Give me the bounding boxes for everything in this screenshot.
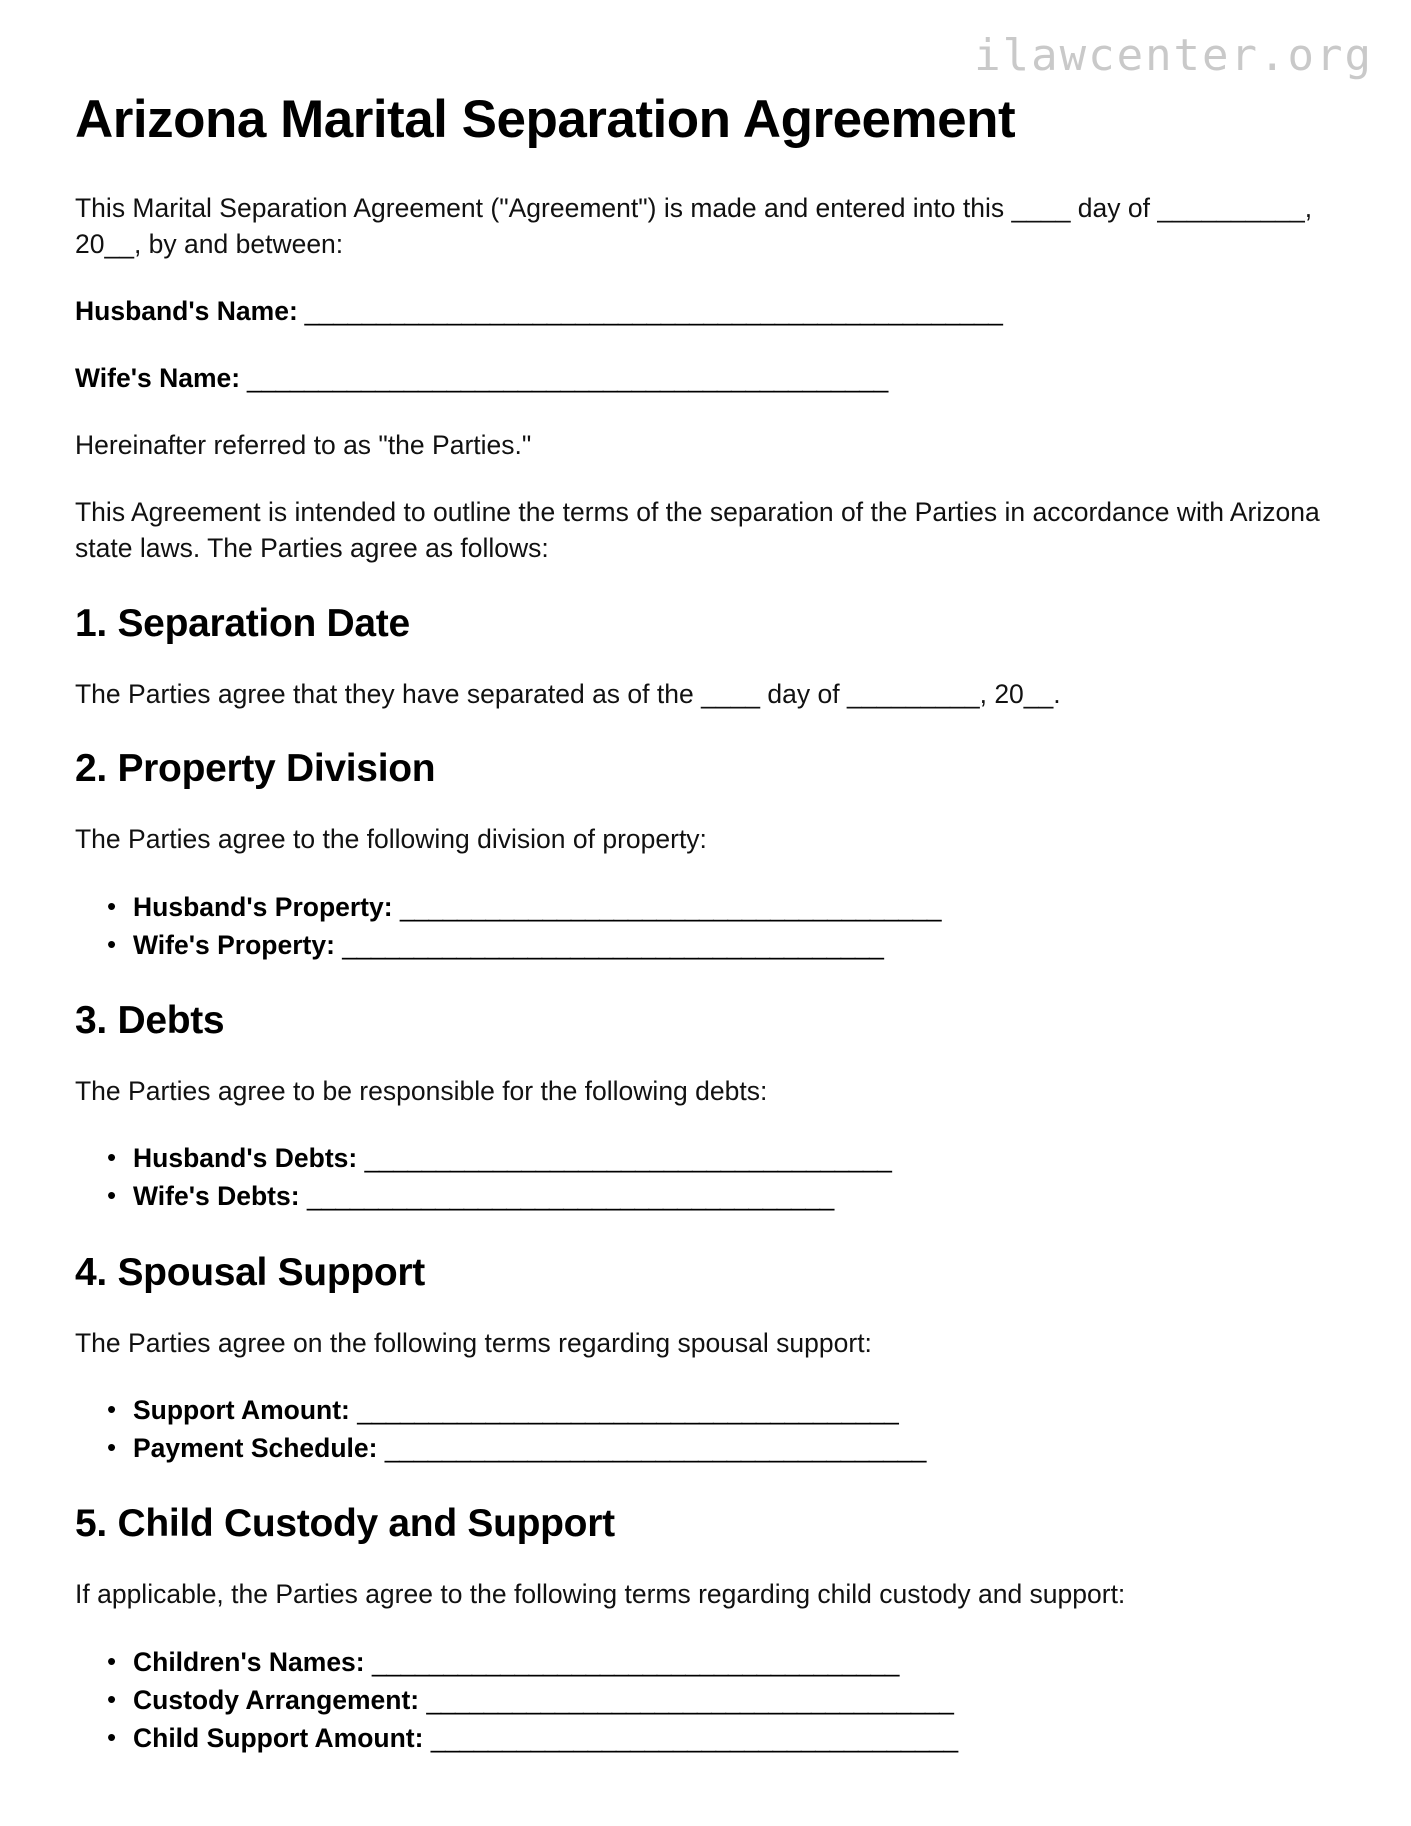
spacer — [75, 791, 1341, 821]
list-item — [133, 1391, 1341, 1429]
intro-paragraph: This Marital Separation Agreement ("Agreement") is made and entered into this ____ day of __________, 20__, by and between: — [75, 192, 1313, 260]
spacer — [75, 1216, 1341, 1252]
husband-name-label: Husband's Name: — [75, 295, 298, 326]
spacer — [75, 1546, 1341, 1576]
wife-name-blank[interactable]: _____________________________________________ — [246, 362, 888, 393]
page-title: Arizona Marital Separation Agreement — [75, 90, 1016, 149]
section-body: The Parties agree to the following division of property: — [75, 823, 707, 854]
spacer — [75, 397, 1341, 427]
field-blank[interactable]: _____________________________________ — [426, 1685, 954, 1715]
field-label: Support Amount: — [133, 1395, 350, 1426]
section-body: The Parties agree that they have separated as of the ____ day of _________, 20__. — [75, 678, 1061, 709]
field-blank[interactable]: _____________________________________ — [306, 1181, 834, 1212]
spacer — [75, 1467, 1341, 1503]
list-item — [133, 1681, 1341, 1719]
spacer — [75, 1361, 1341, 1391]
field-blank[interactable]: _____________________________________ — [372, 1646, 899, 1677]
section-body: The Parties agree on the following terms regarding spousal support: — [75, 1327, 872, 1358]
sections-container — [75, 567, 1341, 1758]
purpose-paragraph: This Agreement is intended to outline the terms of the separation of the Parties in accordance with Arizona state laws. The Parties agree as follows: — [75, 496, 1320, 564]
field-list — [75, 1643, 1341, 1757]
field-blank[interactable]: ______________________________________ — [384, 1433, 926, 1464]
field-blank[interactable]: ______________________________________ — [342, 929, 884, 960]
field-label: Husband's Debts: — [133, 1143, 358, 1174]
spacer — [75, 1043, 1341, 1073]
spacer — [75, 464, 1341, 494]
section-heading: 3. Debts — [75, 998, 225, 1042]
field-blank[interactable]: ______________________________________ — [399, 891, 941, 922]
spacer — [75, 646, 1341, 676]
spacer — [75, 148, 1341, 190]
section-heading: 1. Separation Date — [75, 601, 410, 645]
list-item — [133, 1643, 1341, 1681]
spacer — [75, 1295, 1341, 1325]
list-item — [133, 888, 1341, 926]
list-item — [133, 1177, 1341, 1215]
field-label: Wife's Debts: — [133, 1181, 300, 1212]
field-list — [75, 888, 1341, 964]
section-heading: 5. Child Custody and Support — [75, 1502, 615, 1546]
section-heading: 2. Property Division — [75, 747, 436, 791]
field-blank[interactable]: _____________________________________ — [430, 1723, 958, 1754]
section-body: If applicable, the Parties agree to the following terms regarding child custody and support: — [75, 1579, 1126, 1610]
husband-name-field — [75, 293, 1341, 330]
spacer — [75, 567, 1341, 603]
spacer — [75, 964, 1341, 1000]
wife-name-field — [75, 360, 1341, 397]
spacer — [75, 712, 1341, 748]
field-label: Husband's Property: — [133, 891, 393, 922]
section-body: The Parties agree to be responsible for the following debts: — [75, 1075, 768, 1106]
field-list — [75, 1139, 1341, 1215]
section-heading: 4. Spousal Support — [75, 1250, 425, 1294]
field-blank[interactable]: ______________________________________ — [357, 1395, 899, 1426]
list-item — [133, 1429, 1341, 1467]
field-label: Payment Schedule: — [133, 1433, 378, 1464]
field-blank[interactable]: _____________________________________ — [364, 1143, 892, 1174]
site-watermark: ilawcenter.org — [974, 30, 1373, 81]
field-label: Custody Arrangement: — [133, 1685, 420, 1715]
list-item — [133, 1719, 1341, 1757]
spacer — [75, 858, 1341, 888]
field-label: Child Support Amount: — [133, 1723, 424, 1754]
husband-name-blank[interactable]: _________________________________________________ — [304, 295, 1003, 326]
hereinafter-paragraph: Hereinafter referred to as "the Parties." — [75, 429, 532, 460]
wife-name-label: Wife's Name: — [75, 362, 241, 393]
field-label: Children's Names: — [133, 1646, 365, 1677]
spacer — [75, 1109, 1341, 1139]
field-list — [75, 1391, 1341, 1467]
list-item — [133, 1139, 1341, 1177]
field-label: Wife's Property: — [133, 929, 335, 960]
spacer — [75, 263, 1341, 293]
list-item — [133, 926, 1341, 964]
spacer — [75, 330, 1341, 360]
spacer — [75, 1613, 1341, 1643]
